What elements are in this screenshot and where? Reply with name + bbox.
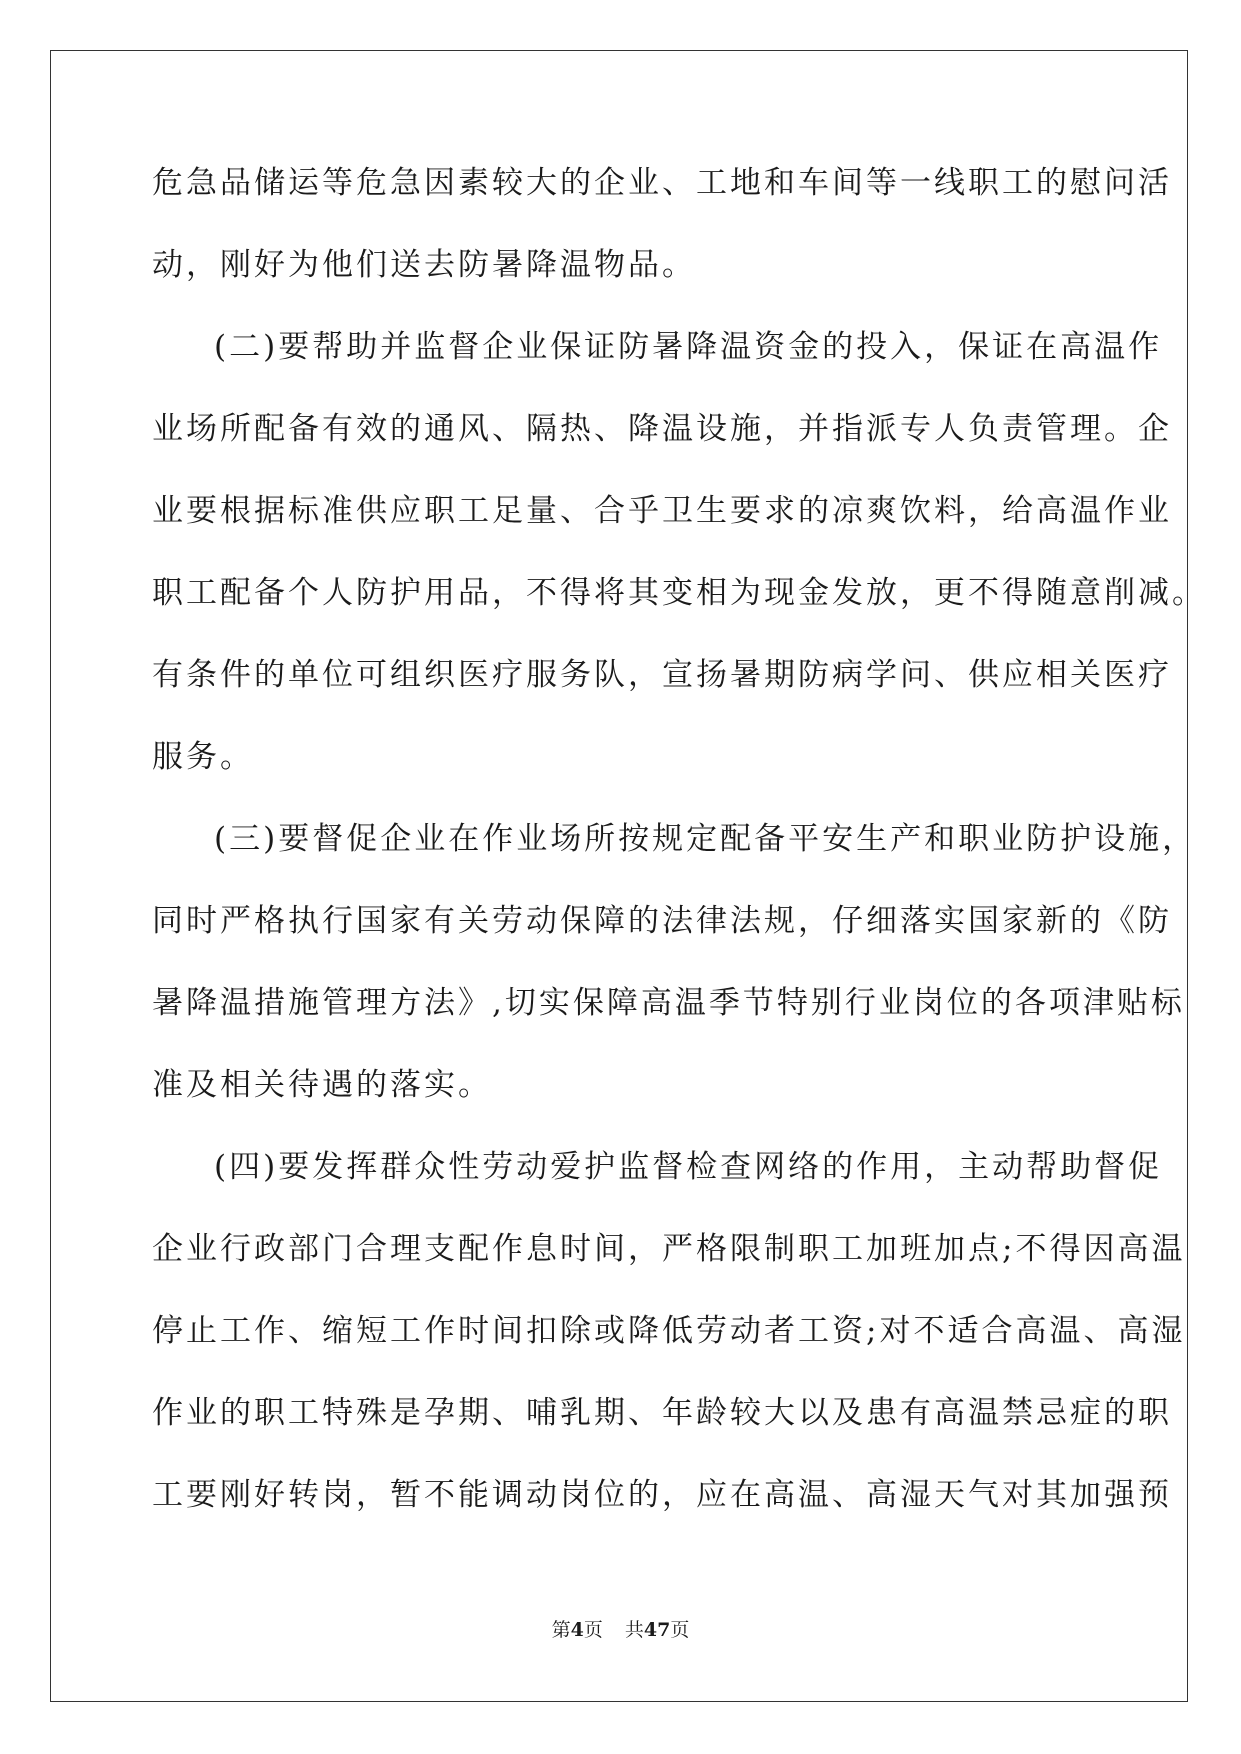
paragraph-continuation	[152, 160, 1172, 324]
paragraph-item-3	[152, 816, 1197, 1144]
footer-page-suffix: 页	[583, 1619, 603, 1641]
footer-total-suffix: 页	[670, 1619, 690, 1641]
text-line: 职工配备个人防护用品，不得将其变相为现金发放，更不得随意削减。	[152, 575, 1206, 611]
footer-prefix: 第	[551, 1619, 571, 1641]
total-page-count: 47	[643, 1619, 671, 1641]
text-line: 同时严格执行国家有关劳动保障的法律法规，仔细落实国家新的《防	[152, 903, 1172, 939]
paragraph-item-2	[152, 324, 1206, 816]
text-line: 有条件的单位可组织医疗服务队，宣扬暑期防病学问、供应相关医疗	[152, 657, 1172, 693]
footer-total-prefix: 共	[624, 1619, 644, 1641]
page-footer	[0, 1615, 1241, 1642]
text-line: 服务。	[152, 739, 254, 775]
text-line: 暑降温措施管理方法》,切实保障高温季节特别行业岗位的各项津贴标	[152, 985, 1185, 1021]
text-line: (二)要帮助并监督企业保证防暑降温资金的投入，保证在高温作	[214, 329, 1163, 365]
text-line: (三)要督促企业在作业场所按规定配备平安生产和职业防护设施，	[214, 821, 1197, 857]
text-line: 停止工作、缩短工作时间扣除或降低劳动者工资;对不适合高温、高湿	[152, 1313, 1186, 1349]
text-line: 危急品储运等危急因素较大的企业、工地和车间等一线职工的慰问活	[152, 165, 1172, 201]
text-line: 工要刚好转岗，暂不能调动岗位的，应在高温、高湿天气对其加强预	[152, 1477, 1172, 1513]
text-line: 业场所配备有效的通风、隔热、降温设施，并指派专人负责管理。企	[152, 411, 1172, 447]
text-line: (四)要发挥群众性劳动爱护监督检查网络的作用，主动帮助督促	[214, 1149, 1163, 1185]
text-line: 准及相关待遇的落实。	[152, 1067, 492, 1103]
current-page-number: 4	[570, 1619, 584, 1641]
document-body	[152, 160, 1206, 1554]
paragraph-item-4	[152, 1144, 1186, 1554]
text-line: 动，刚好为他们送去防暑降温物品。	[152, 247, 696, 283]
text-line: 企业行政部门合理支配作息时间，严格限制职工加班加点;不得因高温	[152, 1231, 1186, 1267]
text-line: 作业的职工特殊是孕期、哺乳期、年龄较大以及患有高温禁忌症的职	[152, 1395, 1172, 1431]
text-line: 业要根据标准供应职工足量、合乎卫生要求的凉爽饮料，给高温作业	[152, 493, 1172, 529]
